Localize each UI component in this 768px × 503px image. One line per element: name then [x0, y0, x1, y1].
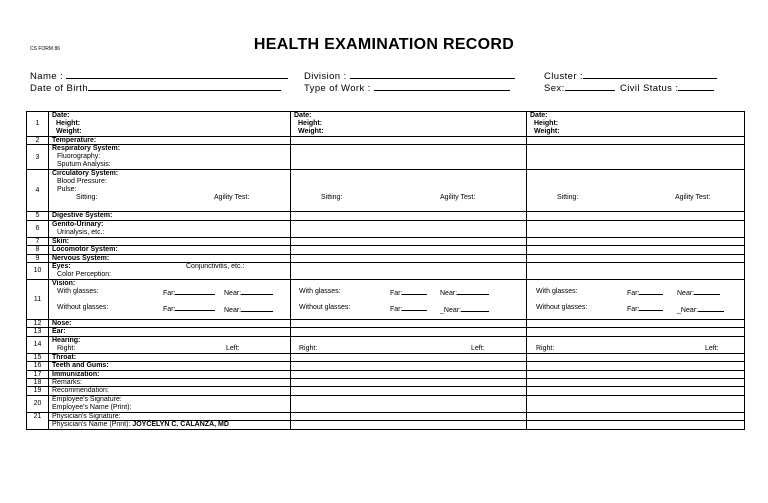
exam-cell[interactable]	[527, 353, 745, 361]
type-of-work-field[interactable]	[304, 81, 510, 94]
skin-label: Skin:	[49, 237, 291, 245]
table-row	[27, 387, 745, 395]
row-number: 19	[27, 387, 49, 395]
table-row	[27, 370, 745, 378]
exam-cell[interactable]: Date: Height: Weight:	[527, 112, 745, 137]
row-number: 13	[27, 328, 49, 336]
table-row	[27, 395, 745, 412]
exam-cell[interactable]	[291, 379, 527, 387]
table-row	[27, 379, 745, 387]
exam-cell[interactable]	[527, 137, 745, 145]
exam-cell[interactable]	[291, 137, 527, 145]
exam-cell[interactable]	[291, 263, 527, 280]
table-row	[27, 328, 745, 336]
physician-name-cell: Physician's Name (Print): JOYCELYN C. CALANZA, MD	[49, 421, 291, 430]
employee-cell: Employee's Signature: Employee's Name (Print):	[49, 395, 291, 412]
exam-cell[interactable]	[291, 246, 527, 254]
exam-cell[interactable]	[291, 254, 527, 262]
exam-cell[interactable]: Right: Left:	[291, 336, 527, 353]
nervous-label: Nervous System:	[49, 254, 291, 262]
row-number: 10	[27, 263, 49, 280]
exam-cell[interactable]: Sitting: Agility Test:	[527, 170, 745, 212]
exam-cell[interactable]	[527, 387, 745, 395]
table-row	[27, 320, 745, 328]
table-row	[27, 254, 745, 262]
exam-cell[interactable]: Right: Left:	[527, 336, 745, 353]
exam-cell[interactable]	[291, 421, 527, 430]
row-number: 14	[27, 336, 49, 353]
table-row	[27, 412, 745, 420]
eyes-cell: Eyes: Conjunctivitis, etc.: Color Perception:	[49, 263, 291, 280]
throat-label: Throat:	[49, 353, 291, 361]
row-number: 6	[27, 220, 49, 237]
exam-cell[interactable]	[527, 254, 745, 262]
teeth-label: Teeth and Gums:	[49, 362, 291, 370]
sex-field[interactable]	[544, 81, 615, 94]
remarks-label: Remarks:	[49, 379, 291, 387]
exam-cell[interactable]	[527, 320, 745, 328]
vision-cell: Vision: With glasses: Far: Near: Without glasses: Far: Near:	[49, 280, 291, 320]
digestive-label: Digestive System:	[49, 212, 291, 220]
row-number: 12	[27, 320, 49, 328]
genito-cell: Genito-Urinary: Urinalysis, etc.:	[49, 220, 291, 237]
table-row	[27, 212, 745, 220]
exam-cell[interactable]	[527, 328, 745, 336]
table-row	[27, 137, 745, 145]
row-number: 15	[27, 353, 49, 361]
form-number: CS FORM 86	[30, 46, 61, 52]
row-number: 17	[27, 370, 49, 378]
exam-cell[interactable]	[291, 395, 527, 412]
dob-field[interactable]	[30, 81, 281, 94]
exam-cell[interactable]	[291, 370, 527, 378]
temperature-label: Temperature:	[49, 137, 291, 145]
ear-label: Ear:	[49, 328, 291, 336]
exam-cell[interactable]	[527, 145, 745, 170]
exam-cell[interactable]	[291, 237, 527, 245]
locomotor-label: Locomotor System:	[49, 246, 291, 254]
exam-cell[interactable]	[291, 220, 527, 237]
immunization-label: Immunization:	[49, 370, 291, 378]
table-row	[27, 362, 745, 370]
row-number: 9	[27, 254, 49, 262]
table-row	[27, 246, 745, 254]
table-row	[27, 280, 745, 320]
row-number: 21	[27, 412, 49, 420]
exam-cell[interactable]	[527, 412, 745, 420]
exam-cell[interactable]	[291, 387, 527, 395]
exam-cell[interactable]	[291, 212, 527, 220]
table-row	[27, 263, 745, 280]
exam-cell[interactable]	[527, 246, 745, 254]
exam-cell[interactable]: With glasses: Far: Near: Without glasses: Far: _Near:	[291, 280, 527, 320]
physician-name: JOYCELYN C. CALANZA, MD	[132, 421, 229, 429]
exam-cell[interactable]	[291, 353, 527, 361]
exam-cell[interactable]: With glasses: Far: Near: Without glasses: Far: _Near:	[527, 280, 745, 320]
nose-label: Nose:	[49, 320, 291, 328]
row-number: 20	[27, 395, 49, 412]
table-row	[27, 336, 745, 353]
row-number: 7	[27, 237, 49, 245]
exam-cell[interactable]	[527, 212, 745, 220]
table-row	[27, 112, 745, 137]
table-row	[27, 170, 745, 212]
row-number: 11	[27, 280, 49, 320]
hearing-cell: Hearing: Right: Left:	[49, 336, 291, 353]
exam-cell[interactable]	[291, 328, 527, 336]
table-row	[27, 421, 745, 430]
table-row	[27, 353, 745, 361]
respiratory-cell: Respiratory System: Fluorography: Sputum Analysis:	[49, 145, 291, 170]
exam-cell[interactable]	[527, 421, 745, 430]
division-label: Division :	[304, 71, 347, 82]
row-number: 16	[27, 362, 49, 370]
exam-cell[interactable]	[527, 237, 745, 245]
civil-status-label: Civil Status :	[620, 83, 679, 94]
civil-status-field[interactable]	[620, 81, 714, 94]
exam-table	[26, 111, 745, 430]
exam-cell[interactable]	[527, 263, 745, 280]
row-number: 3	[27, 145, 49, 170]
exam-cell[interactable]	[291, 320, 527, 328]
name-label: Name :	[30, 71, 64, 82]
circulatory-cell: Circulatory System: Blood Pressure: Pulse: Sitting: Agility Test:	[49, 170, 291, 212]
row-number: 18	[27, 379, 49, 387]
exam-cell[interactable]	[291, 145, 527, 170]
exam-cell[interactable]	[291, 412, 527, 420]
dob-label: Date of Birth	[30, 83, 89, 94]
exam-cell[interactable]: Date: Height: Weight:	[291, 112, 527, 137]
row-number: 1	[27, 112, 49, 137]
type-of-work-label: Type of Work :	[304, 83, 371, 94]
exam-cell[interactable]	[527, 379, 745, 387]
row-number: 2	[27, 137, 49, 145]
physician-signature-label: Physician's Signature:	[49, 412, 291, 420]
exam-cell[interactable]	[527, 370, 745, 378]
row-number: 8	[27, 246, 49, 254]
page-title: HEALTH EXAMINATION RECORD	[253, 36, 515, 53]
exam-cell[interactable]	[527, 362, 745, 370]
recommendation-label: Recommendation:	[49, 387, 291, 395]
cluster-label: Cluster :	[544, 71, 583, 82]
table-row	[27, 237, 745, 245]
sex-label: Sex:	[544, 83, 565, 94]
exam-cell[interactable]	[527, 395, 745, 412]
table-row	[27, 145, 745, 170]
exam-cell[interactable]	[527, 220, 745, 237]
exam-cell[interactable]: Sitting: Agility Test:	[291, 170, 527, 212]
exam-cell[interactable]	[291, 362, 527, 370]
exam-cell[interactable]: Date: Height: Weight:	[49, 112, 291, 137]
row-number: 5	[27, 212, 49, 220]
row-number: 4	[27, 170, 49, 212]
table-row	[27, 220, 745, 237]
